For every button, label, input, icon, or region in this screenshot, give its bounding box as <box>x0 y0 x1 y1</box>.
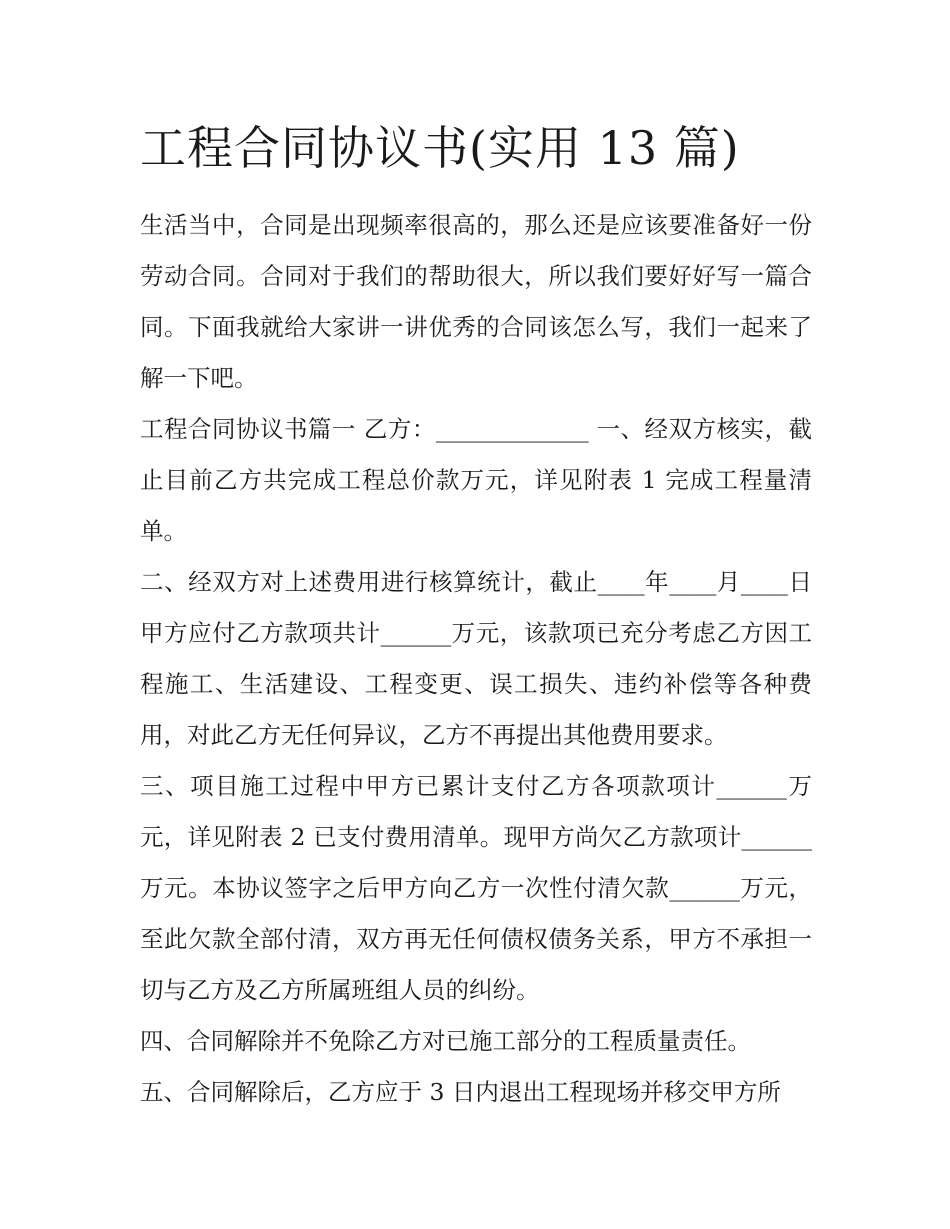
paragraph-intro: 生活当中，合同是出现频率很高的，那么还是应该要准备好一份劳动合同。合同对于我们的帮助很大，所以我们要好好写一篇合同。下面我就给大家讲一讲优秀的合同该怎么写，我们一起来了解一下吧。 <box>140 211 812 392</box>
paragraph-clause-two: 二、经双方对上述费用进行核算统计，截止____年____月____日甲方应付乙方款项共计______万元，该款项已充分考虑乙方因工程施工、生活建设、工程变更、误工损失、违约补偿等各种费用，对此乙方无任何异议，乙方不再提出其他费用要求。 <box>140 568 812 749</box>
paragraph-clause-four: 四、合同解除并不免除乙方对已施工部分的工程质量责任。 <box>140 1027 751 1055</box>
paragraph-clause-three: 三、项目施工过程中甲方已累计支付乙方各项款项计______万元，详见附表 2 已支付费用清单。现甲方尚欠乙方款项计______万元。本协议签字之后甲方向乙方一次性付清欠款______万元，至此欠款全部付清，双方再无任何债权债务关系，甲方不承担一切与乙方及乙方所属班组人员的纠纷。 <box>140 772 812 1004</box>
paragraph-chapter-one: 工程合同协议书篇一 乙方：_____________ 一、经双方核实，截止目前乙方共完成工程总价款万元，详见附表 1 完成工程量清单。 <box>140 415 812 545</box>
document-title: 工程合同协议书(实用 13 篇) <box>140 121 740 175</box>
document-page <box>140 118 812 1118</box>
paragraph-clause-five: 五、合同解除后，乙方应于 3 日内退出工程现场并移交甲方所 <box>140 1078 781 1106</box>
